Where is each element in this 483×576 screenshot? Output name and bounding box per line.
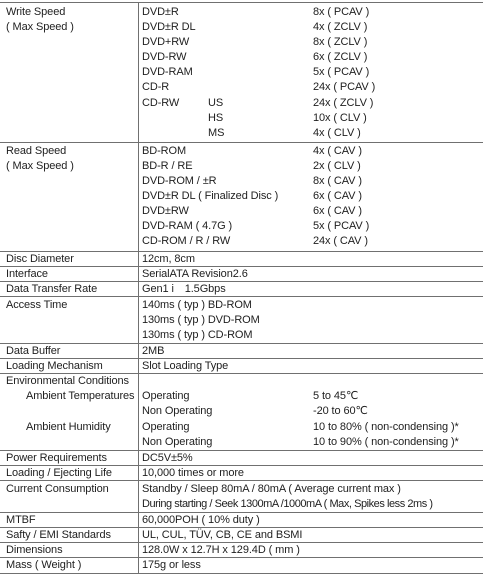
power-row [0, 451, 483, 466]
temperature-value: -20 to 60℃ [313, 405, 368, 417]
safety-row [0, 528, 483, 543]
environmental-label: Environmental Conditions [6, 375, 129, 387]
read-value: 8x ( CAV ) [313, 175, 362, 187]
mtbf-value: 60,000POH ( 10% duty ) [142, 514, 260, 526]
write-speed-row [0, 80, 483, 95]
access-time-row [0, 328, 483, 343]
disc-diameter-row [0, 252, 483, 267]
read-media: DVD-RAM ( 4.7G ) [142, 220, 233, 232]
mass-row [0, 558, 483, 573]
write-speed-row [0, 65, 483, 80]
mass-label: Mass ( Weight ) [6, 559, 82, 571]
dimensions-label: Dimensions [6, 544, 63, 556]
write-media: DVD+RW [142, 36, 190, 48]
access-time-label: Access Time [6, 299, 68, 311]
write-media: CD-RW [142, 97, 180, 109]
read-speed-row [0, 174, 483, 189]
temperature-row [0, 404, 483, 419]
write-value: 6x ( ZCLV ) [313, 51, 368, 63]
write-value: 24x ( PCAV ) [313, 81, 376, 93]
current-value: Standby / Sleep 80mA / 80mA ( Average current max ) [142, 483, 401, 495]
write-value: 8x ( PCAV ) [313, 6, 370, 18]
read-value: 24x ( CAV ) [313, 235, 368, 247]
read-speed-row [0, 219, 483, 234]
write-media: DVD-RAM [142, 66, 193, 78]
write-media: CD-R [142, 81, 170, 93]
transfer-rate-row [0, 282, 483, 297]
write-value: 24x ( ZCLV ) [313, 97, 374, 109]
write-media: DVD±R DL [142, 21, 196, 33]
read-media: DVD±RW [142, 205, 189, 217]
power-value: DC5V±5% [142, 452, 193, 464]
temperature-value: 5 to 45℃ [313, 390, 359, 402]
read-speed-label: Read Speed [6, 145, 67, 157]
write-value: 4x ( CLV ) [313, 127, 361, 139]
write-speed-row [0, 35, 483, 50]
disc-diameter-value: 12cm, 8cm [142, 253, 195, 265]
read-speed-sublabel: ( Max Speed ) [6, 160, 74, 172]
read-speed-row [0, 144, 483, 159]
access-time-row [0, 313, 483, 328]
transfer-rate-value: Gen1 i 1.5Gbps [142, 283, 226, 295]
read-media: DVD±R DL ( Finalized Disc ) [142, 190, 279, 202]
write-speed-row [0, 96, 483, 111]
humidity-row [0, 435, 483, 450]
write-media: DVD±R [142, 6, 179, 18]
write-speed-sublabel: ( Max Speed ) [6, 21, 74, 33]
interface-value: SerialATA Revision2.6 [142, 268, 248, 280]
safety-value: UL, CUL, TÜV, CB, CE and BSMI [142, 529, 303, 541]
humidity-row [0, 420, 483, 435]
write-value: 4x ( ZCLV ) [313, 21, 368, 33]
interface-row [0, 267, 483, 282]
read-value: 5x ( PCAV ) [313, 220, 370, 232]
table-top-border [0, 2, 483, 3]
write-value: 10x ( CLV ) [313, 112, 367, 124]
read-speed-row [0, 159, 483, 174]
write-speed-label: Write Speed [6, 6, 66, 18]
write-value: 5x ( PCAV ) [313, 66, 370, 78]
safety-label: Safty / EMI Standards [6, 529, 111, 541]
data-buffer-row [0, 344, 483, 359]
table-bottom-border [0, 573, 483, 574]
read-media: CD-ROM / R / RW [142, 235, 231, 247]
temperature-label: Ambient Temperatures [26, 390, 135, 402]
read-value: 4x ( CAV ) [313, 145, 362, 157]
disc-diameter-label: Disc Diameter [6, 253, 74, 265]
read-value: 2x ( CLV ) [313, 160, 361, 172]
write-value: 8x ( ZCLV ) [313, 36, 368, 48]
current-value: During starting / Seek 1300mA /1000mA ( Max, Spikes less 2ms ) [142, 498, 433, 510]
humidity-value: 10 to 90% ( non-condensing )* [313, 436, 459, 448]
write-submode: HS [208, 112, 224, 124]
mtbf-label: MTBF [6, 514, 36, 526]
access-time-value: 130ms ( typ ) DVD-ROM [142, 314, 260, 326]
temperature-state: Operating [142, 390, 190, 402]
data-buffer-value: 2MB [142, 345, 165, 357]
write-submode: MS [208, 127, 225, 139]
current-label: Current Consumption [6, 483, 109, 495]
read-value: 6x ( CAV ) [313, 205, 362, 217]
read-speed-row [0, 189, 483, 204]
write-speed-row [0, 5, 483, 20]
write-speed-row [0, 50, 483, 65]
loading-life-row [0, 466, 483, 481]
access-time-row [0, 298, 483, 313]
interface-label: Interface [6, 268, 48, 280]
read-media: DVD-ROM / ±R [142, 175, 217, 187]
temperature-state: Non Operating [142, 405, 213, 417]
current-row [0, 497, 483, 512]
loading-mechanism-row [0, 359, 483, 374]
humidity-label: Ambient Humidity [26, 421, 111, 433]
read-value: 6x ( CAV ) [313, 190, 362, 202]
write-speed-row [0, 20, 483, 35]
environmental-row [0, 374, 483, 389]
data-buffer-label: Data Buffer [6, 345, 61, 357]
write-submode: US [208, 97, 224, 109]
loading-life-value: 10,000 times or more [142, 467, 244, 479]
transfer-rate-label: Data Transfer Rate [6, 283, 98, 295]
read-media: BD-R / RE [142, 160, 193, 172]
read-speed-row [0, 204, 483, 219]
write-speed-row [0, 111, 483, 126]
humidity-state: Non Operating [142, 436, 213, 448]
access-time-value: 130ms ( typ ) CD-ROM [142, 329, 253, 341]
humidity-value: 10 to 80% ( non-condensing )* [313, 421, 459, 433]
mtbf-row [0, 513, 483, 528]
read-media: BD-ROM [142, 145, 187, 157]
divider-read-speed [0, 142, 483, 143]
dimensions-value: 128.0W x 12.7H x 129.4D ( mm ) [142, 544, 300, 556]
read-speed-row [0, 234, 483, 249]
loading-life-label: Loading / Ejecting Life [6, 467, 112, 479]
mass-value: 175g or less [142, 559, 201, 571]
dimensions-row [0, 543, 483, 558]
write-media: DVD-RW [142, 51, 187, 63]
loading-mechanism-label: Loading Mechanism [6, 360, 103, 372]
loading-mechanism-value: Slot Loading Type [142, 360, 229, 372]
current-row [0, 482, 483, 497]
humidity-state: Operating [142, 421, 190, 433]
write-speed-row [0, 126, 483, 141]
temperature-row [0, 389, 483, 404]
power-label: Power Requirements [6, 452, 107, 464]
access-time-value: 140ms ( typ ) BD-ROM [142, 299, 252, 311]
